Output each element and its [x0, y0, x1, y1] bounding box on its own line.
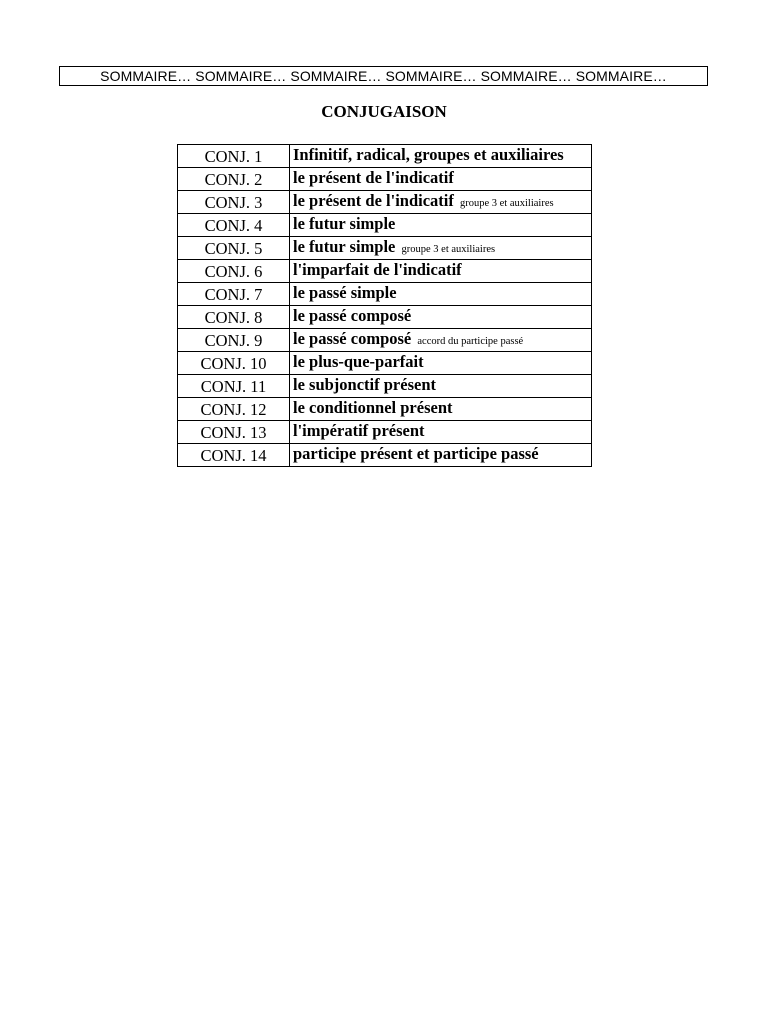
table-row[interactable]: [178, 145, 592, 168]
row-topic: [290, 260, 592, 283]
table-row[interactable]: [178, 329, 592, 352]
row-topic-text: le conditionnel présent: [293, 398, 453, 417]
row-code: CONJ. 5: [178, 237, 290, 260]
table-row[interactable]: [178, 306, 592, 329]
row-code: CONJ. 14: [178, 444, 290, 467]
row-topic: [290, 168, 592, 191]
row-topic-text: le plus-que-parfait: [293, 352, 424, 371]
row-topic-text: le présent de l'indicatif: [293, 191, 454, 210]
table-row[interactable]: [178, 237, 592, 260]
row-topic: [290, 421, 592, 444]
row-topic-text: l'imparfait de l'indicatif: [293, 260, 462, 279]
row-topic: [290, 191, 592, 214]
table-row[interactable]: [178, 444, 592, 467]
table-row[interactable]: [178, 352, 592, 375]
row-code: CONJ. 10: [178, 352, 290, 375]
row-code: CONJ. 9: [178, 329, 290, 352]
row-topic: [290, 237, 592, 260]
table-row[interactable]: [178, 191, 592, 214]
row-topic: [290, 283, 592, 306]
table-row[interactable]: [178, 214, 592, 237]
row-code: CONJ. 4: [178, 214, 290, 237]
row-code: CONJ. 3: [178, 191, 290, 214]
row-topic-text: le présent de l'indicatif: [293, 168, 454, 187]
row-topic: [290, 145, 592, 168]
row-topic: [290, 352, 592, 375]
table-row[interactable]: [178, 260, 592, 283]
row-topic-text: Infinitif, radical, groupes et auxiliaires: [293, 145, 564, 164]
sommaire-banner-text: SOMMAIRE… SOMMAIRE… SOMMAIRE… SOMMAIRE… SOMMAIRE… SOMMAIRE…: [100, 68, 667, 84]
table-row[interactable]: [178, 283, 592, 306]
row-code: CONJ. 7: [178, 283, 290, 306]
row-code: CONJ. 6: [178, 260, 290, 283]
table-row[interactable]: [178, 421, 592, 444]
row-topic-text: le passé composé: [293, 329, 412, 348]
row-topic-text: le subjonctif présent: [293, 375, 436, 394]
row-topic: [290, 306, 592, 329]
table-row[interactable]: [178, 168, 592, 191]
row-topic-text: le futur simple: [293, 237, 396, 256]
row-code: CONJ. 1: [178, 145, 290, 168]
page-title: CONJUGAISON: [321, 102, 447, 121]
row-topic: [290, 398, 592, 421]
row-code: CONJ. 13: [178, 421, 290, 444]
row-topic: [290, 329, 592, 352]
table-row[interactable]: [178, 398, 592, 421]
row-code: CONJ. 12: [178, 398, 290, 421]
row-note: accord du participe passé: [417, 336, 524, 347]
row-topic: [290, 444, 592, 467]
row-topic-text: le futur simple: [293, 214, 396, 233]
row-topic: [290, 214, 592, 237]
row-topic-text: participe présent et participe passé: [293, 444, 539, 463]
table-row[interactable]: [178, 375, 592, 398]
row-note: groupe 3 et auxiliaires: [459, 198, 554, 209]
row-topic-text: le passé composé: [293, 306, 412, 325]
row-topic: [290, 375, 592, 398]
row-code: CONJ. 8: [178, 306, 290, 329]
row-topic-text: l'impératif présent: [293, 421, 425, 440]
row-topic-text: le passé simple: [293, 283, 397, 302]
toc-body: [178, 145, 592, 467]
sommaire-banner: [59, 66, 708, 86]
row-code: CONJ. 2: [178, 168, 290, 191]
table-of-contents: [177, 144, 592, 467]
row-note: groupe 3 et auxiliaires: [401, 244, 496, 255]
row-code: CONJ. 11: [178, 375, 290, 398]
